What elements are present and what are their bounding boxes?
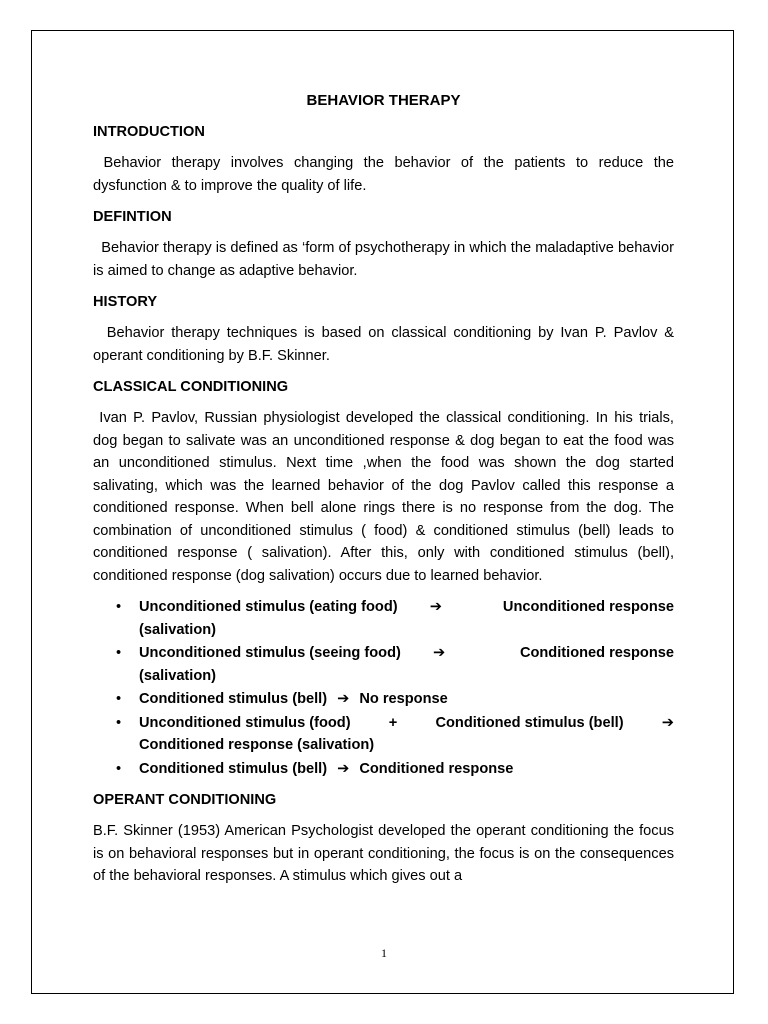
paragraph-operant-conditioning: B.F. Skinner (1953) American Psychologist developed the operant conditioning the focus is on behavioral responses but in operant conditioning, the focus is on the consequences of the behavioral responses. A stimulus which gives out a — [93, 823, 674, 884]
page-number: 1 — [381, 946, 387, 960]
bullet-right-text: Conditioned response — [519, 645, 674, 661]
bullet-left-text: Conditioned stimulus (bell) — [139, 760, 328, 777]
paragraph-classical-conditioning: Ivan P. Pavlov, Russian physiologist developed the classical conditioning. In his trials, dog began to salivate was an unconditioned response & dog began to eat the food was an unconditioned stimulus. Next time ,when the food was shown the dog started salivating, which was the learned behavior of the dog Pavlov called this response a conditioned response. When bell alone rings there is no response from the dog. The combination of unconditioned stimulus ( food) & conditioned stimulus (bell) leads to conditioned response ( salivation). After this, only with conditioned stimulus (bell), conditioned response (dog salivation) occurs due to learned behavior. — [93, 410, 679, 584]
document-body — [93, 90, 679, 897]
bullet-left-text: Conditioned stimulus (bell) — [139, 691, 328, 707]
bullet-icon: • — [116, 691, 122, 707]
bullet-continuation: (salivation) — [139, 621, 217, 638]
bullet-left-text: Unconditioned stimulus (seeing food) — [139, 645, 401, 661]
bullet-icon: • — [116, 599, 122, 615]
heading-definition: DEFINTION — [93, 209, 172, 225]
right-arrow-icon: ➔ — [432, 645, 446, 661]
heading-operant-conditioning: OPERANT CONDITIONING — [93, 792, 277, 808]
bullet-continuation: Conditioned response (salivation) — [139, 737, 375, 753]
bullet-right-text: Conditioned response — [359, 760, 514, 777]
bullet-icon: • — [116, 760, 122, 777]
conditioning-bullet-list — [93, 596, 674, 780]
bullet-left-text: Unconditioned stimulus (food) — [139, 714, 351, 731]
bullet-item — [93, 688, 674, 711]
bullet-item — [93, 758, 674, 781]
right-arrow-icon: ➔ — [661, 714, 674, 731]
right-arrow-icon: ➔ — [337, 691, 350, 707]
bullet-right-text: Unconditioned response — [502, 599, 674, 615]
heading-classical-conditioning: CLASSICAL CONDITIONING — [93, 379, 289, 395]
paragraph-history: Behavior therapy techniques is based on classical conditioning by Ivan P. Pavlov & operant conditioning by B.F. Skinner. — [93, 325, 679, 364]
right-arrow-icon: ➔ — [337, 760, 350, 777]
bullet-item — [93, 712, 674, 757]
right-arrow-icon: ➔ — [429, 599, 442, 615]
bullet-icon: • — [116, 714, 122, 731]
paragraph-introduction: Behavior therapy involves changing the behavior of the patients to reduce the dysfunction & to improve the quality of life. — [93, 155, 679, 194]
bullet-item — [93, 642, 674, 687]
plus-sign: + — [388, 714, 398, 731]
bullet-left-text: Unconditioned stimulus (eating food) — [139, 599, 398, 615]
bullet-continuation: (salivation) — [139, 667, 217, 684]
heading-history: HISTORY — [93, 294, 158, 310]
bullet-right-text: No response — [359, 691, 448, 707]
bullet-icon: • — [116, 645, 122, 661]
paragraph-definition: Behavior therapy is defined as ‘form of psychotherapy in which the maladaptive behavior is aimed to change as adaptive behavior. — [93, 240, 679, 279]
heading-introduction: INTRODUCTION — [93, 124, 205, 140]
document-title: BEHAVIOR THERAPY — [306, 92, 461, 109]
bullet-item — [93, 596, 674, 641]
bullet-middle-text: Conditioned stimulus (bell) — [435, 714, 624, 731]
